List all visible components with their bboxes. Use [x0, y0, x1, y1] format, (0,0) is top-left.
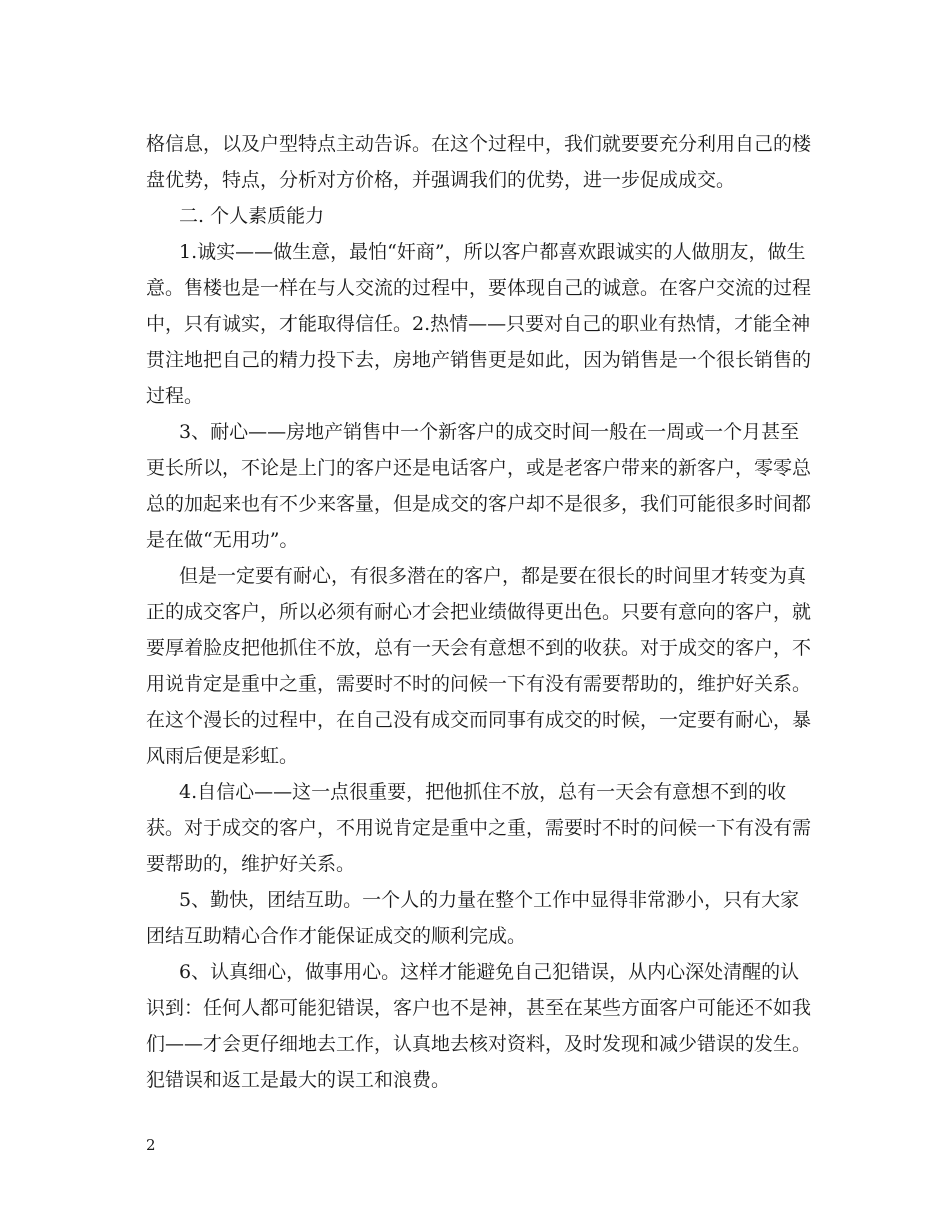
paragraph-continuation: 格信息，以及户型特点主动告诉。在这个过程中，我们就要要充分利用自己的楼盘优势，特点，分析对方价格，并强调我们的优势，进一步促成成交。	[146, 133, 812, 191]
paragraph-honesty-enthusiasm: 1.诚实——做生意，最怕“奸商”，所以客户都喜欢跟诚实的人做朋友，做生意。售楼也是一样在与人交流的过程中，要体现自己的诚意。在客户交流的过程中，只有诚实，才能取得信任。2.热情——只要对自己的职业有热情，才能全神贯注地把自己的精力投下去，房地产销售更是如此，因为销售是一个很长销售的过程。	[146, 241, 812, 407]
document-body	[146, 126, 814, 1098]
paragraph-patience-continued: 但是一定要有耐心，有很多潜在的客户，都是要在很长的时间里才转变为真正的成交客户，所以必须有耐心才会把业绩做得更出色。只要有意向的客户，就要厚着脸皮把他抓住不放，总有一天会有意想不到的收获。对于成交的客户，不用说肯定是重中之重，需要时不时的问候一下有没有需要帮助的，维护好关系。在这个漫长的过程中，在自己没有成交而同事有成交的时候，一定要有耐心，暴风雨后便是彩虹。	[146, 565, 812, 767]
paragraph-carefulness: 6、认真细心，做事用心。这样才能避免自己犯错误，从内心深处清醒的认识到：任何人都可能犯错误，客户也不是神，甚至在某些方面客户可能还不如我们——才会更仔细地去工作，认真地去核对资料，及时发现和减少错误的发生。犯错误和返工是最大的误工和浪费。	[146, 961, 812, 1091]
paragraph-confidence: 4.自信心——这一点很重要，把他抓住不放，总有一天会有意想不到的收获。对于成交的客户，不用说肯定是重中之重，需要时不时的问候一下有没有需要帮助的，维护好关系。	[146, 781, 812, 875]
paragraph-patience: 3、耐心——房地产销售中一个新客户的成交时间一般在一周或一个月甚至更长所以，不论是上门的客户还是电话客户，或是老客户带来的新客户，零零总总的加起来也有不少来客量，但是成交的客户却不是很多，我们可能很多时间都是在做“无用功”。	[146, 421, 812, 551]
section-heading-personal-quality: 二. 个人素质能力	[179, 205, 325, 227]
paragraph-diligence-teamwork: 5、勤快，团结互助。一个人的力量在整个工作中显得非常渺小，只有大家团结互助精心合作才能保证成交的顺利完成。	[146, 889, 800, 947]
page-number: 2	[146, 1136, 156, 1154]
